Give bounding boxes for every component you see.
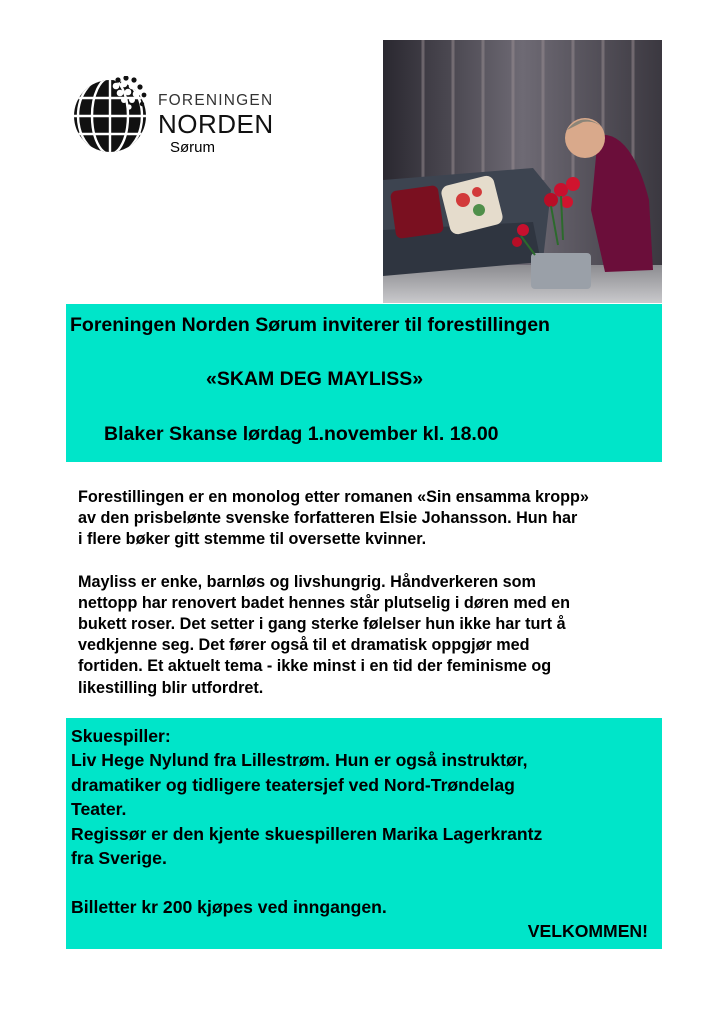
stage-photo-woman-with-roses-icon [383,40,662,303]
invitation-box [66,304,662,462]
welcome-text: VELKOMMEN! [527,921,648,941]
logo-foreningen: FORENINGEN [158,92,274,109]
credits-line: Teater. [71,799,127,820]
text-line: av den prisbelønte svenske forfatteren Elsie Johansson. Hun har [78,509,578,528]
stage-photo [383,40,662,303]
invitation-line: Foreningen Norden Sørum inviterer til forestillingen [70,314,550,336]
credits-line: dramatiker og tidligere teatersjef ved Nord-Trøndelag [71,774,515,795]
text-line: i flere bøker gitt stemme til oversette kvinner. [78,530,427,549]
text-line: fortiden. Et aktuelt tema - ikke minst i en tid der feminisme og [78,657,552,676]
logo [72,76,272,166]
description [78,487,678,699]
logo-norden: NORDEN [158,109,274,139]
credits-line: Skuespiller: [71,726,171,746]
logo-sorum: Sørum [170,139,215,156]
credits-box [66,718,662,949]
description-paragraph-2 [78,572,678,699]
text-line: bukett roser. Det setter i gang sterke følelser hun ikke har turt å [78,615,566,634]
text-line: vedkjenne seg. Det fører også til et dramatisk oppgjør med [78,636,530,655]
text-line: Mayliss er enke, barnløs og livshungrig. Håndverkeren som [78,572,536,591]
globe-icon [72,76,152,156]
credits-line: fra Sverige. [71,848,167,869]
description-paragraph-1 [78,487,678,551]
tickets-line: Billetter kr 200 kjøpes ved inngangen. [71,896,387,917]
credits-lines [71,724,542,919]
text-line: likestilling blir utfordret. [78,678,264,697]
venue-date: Blaker Skanse lørdag 1.november kl. 18.00 [104,423,499,445]
credits-line: Regissør er den kjente skuespilleren Marika Lagerkrantz [71,823,543,844]
text-line: Forestillingen er en monolog etter romanen «Sin ensamma kropp» [78,488,589,506]
text-line: nettopp har renovert badet hennes står plutselig i døren med en [78,593,571,612]
credits-line: Liv Hege Nylund fra Lillestrøm. Hun er også instruktør, [71,750,528,771]
play-title: «SKAM DEG MAYLISS» [206,368,424,390]
